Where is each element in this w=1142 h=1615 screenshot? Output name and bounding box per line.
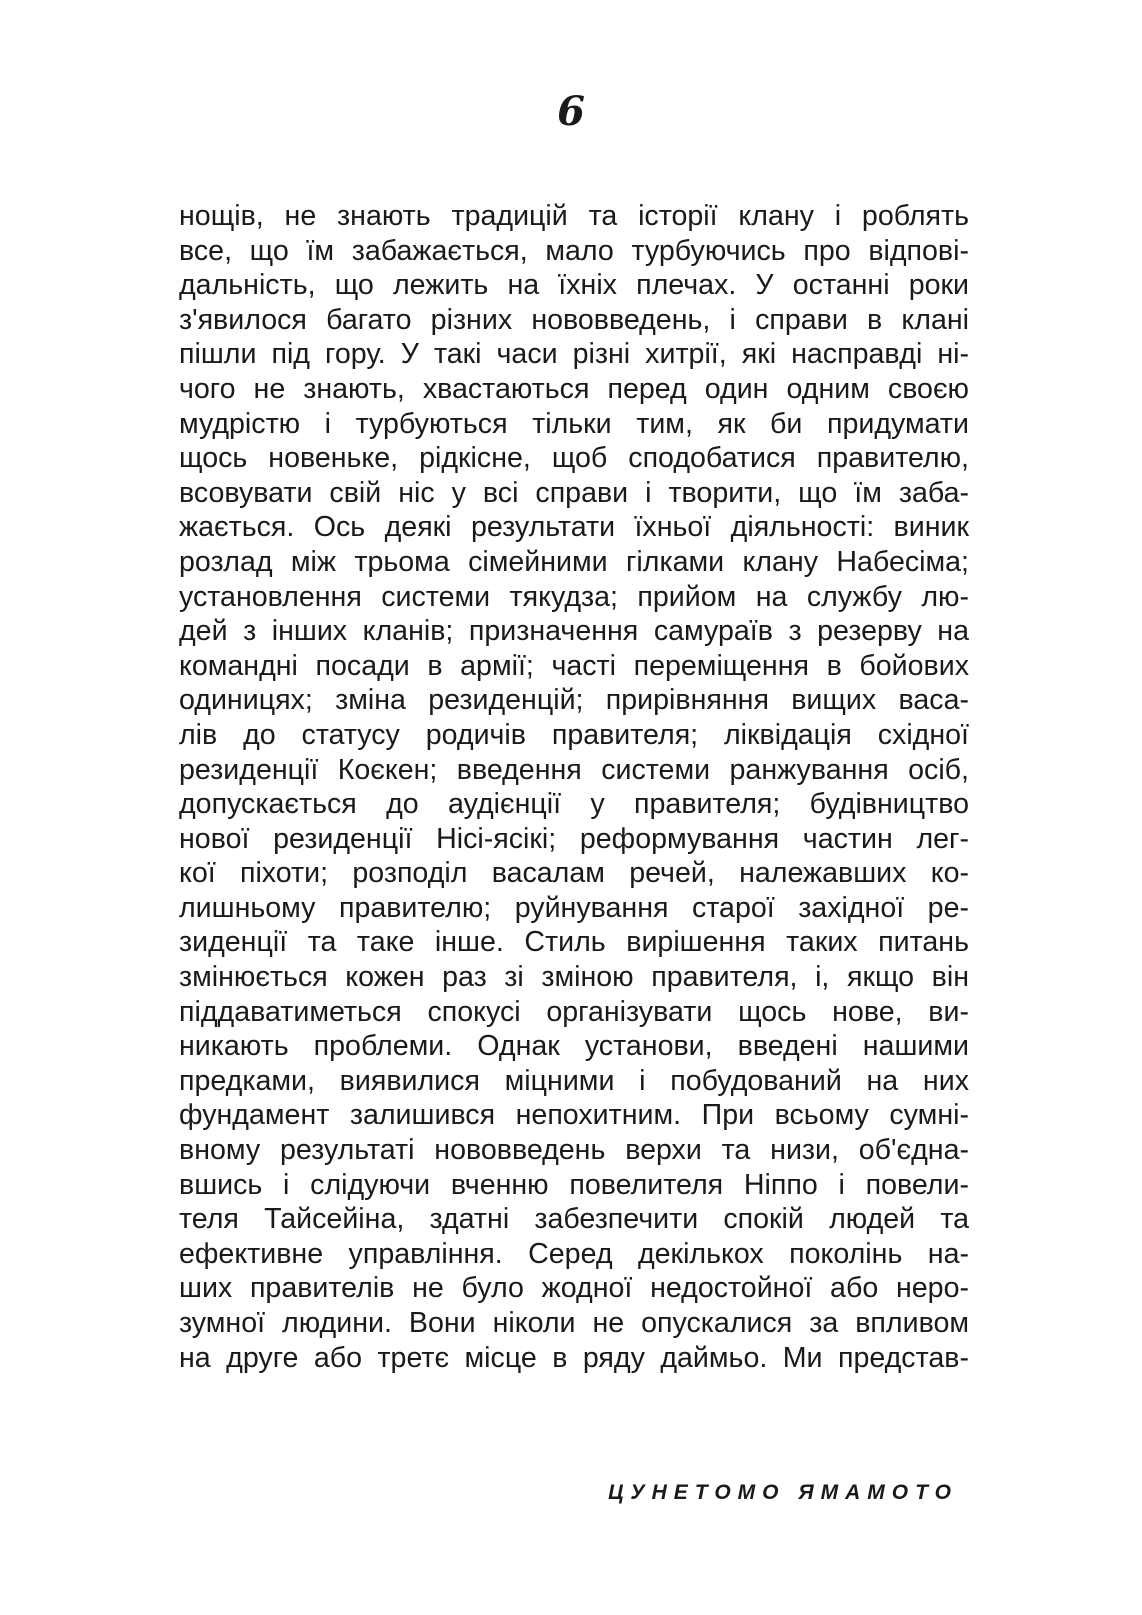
text-line: установлення системи тякудза; прийом на службу лю- [179, 580, 969, 613]
text-line: на друге або третє місце в ряду даймьо. Ми представ- [179, 1341, 969, 1374]
text-line: лів до статусу родичів правителя; ліквідація східної [179, 718, 969, 751]
text-line: лишньому правителю; руйнування старої західної ре- [179, 891, 969, 924]
text-line: чого не знають, хвастаються перед один одним своєю [179, 372, 969, 405]
text-line: фундамент залишився непохитним. При всьому сумні- [179, 1099, 969, 1132]
text-line: все, що їм забажається, мало турбуючись про відпові- [179, 234, 969, 267]
text-line: щось новеньке, рідкісне, щоб сподобатися правителю, [179, 442, 969, 475]
text-line: піддаватиметься спокусі організувати щось нове, ви- [179, 995, 969, 1028]
text-line: никають проблеми. Однак установи, введені нашими [179, 1030, 969, 1063]
text-line: теля Тайсейіна, здатні забезпечити спокій людей та [179, 1203, 969, 1236]
text-line: розлад між трьома сімейними гілками клану Набесіма; [179, 545, 969, 578]
text-line: резиденції Коєкен; введення системи ранжування осіб, [179, 753, 969, 786]
text-line: командні посади в армії; часті переміщення в бойових [179, 649, 969, 682]
text-line: всовувати свій ніс у всі справи і творити, що їм заба- [179, 476, 969, 509]
text-line: мудрістю і турбуються тільки тим, як би придумати [179, 407, 969, 440]
text-line: предками, виявилися міцними і побудований на них [179, 1064, 969, 1097]
text-line: вному результаті нововведень верхи та низи, об'єдна- [179, 1134, 969, 1167]
text-line: зиденції та таке інше. Стиль вирішення таких питань [179, 926, 969, 959]
text-line: пішли під гору. У такі часи різні хитрії, які насправді ні- [179, 338, 969, 371]
text-line: кої піхоти; розподіл васалам речей, належавших ко- [179, 857, 969, 890]
text-line: зумної людини. Вони ніколи не опускалися за впливом [179, 1307, 969, 1339]
text-line: нощів, не знають традицій та історії клану і роблять [179, 200, 969, 232]
footer-author: ЦУНЕТОМО ЯМАМОТО [608, 1481, 958, 1504]
text-line: дальність, що лежить на їхніх плечах. У останні роки [179, 269, 969, 302]
page-number: 6 [557, 88, 585, 135]
text-line: змінюється кожен раз зі зміною правителя, і, якщо він [179, 961, 969, 994]
text-line: вшись і слідуючи вченню повелителя Ніппо і повели- [179, 1168, 969, 1201]
text-line: нової резиденції Нісі-ясікі; реформування частин лег- [179, 822, 969, 855]
text-line: дей з інших кланів; призначення самураїв з резерву на [179, 615, 969, 648]
text-line: одиницях; зміна резиденцій; прирівняння вищих васа- [179, 684, 969, 717]
text-line: з'явилося багато різних нововведень, і справи в клані [179, 303, 969, 336]
text-line: ших правителів не було жодної недостойної або неро- [179, 1272, 969, 1305]
text-line: допускається до аудієнції у правителя; будівництво [179, 788, 969, 821]
text-line: жається. Ось деякі результати їхньої діяльності: виник [179, 511, 969, 544]
text-line: ефективне управління. Серед декількох поколінь на- [179, 1237, 969, 1270]
body-text [179, 199, 969, 1375]
